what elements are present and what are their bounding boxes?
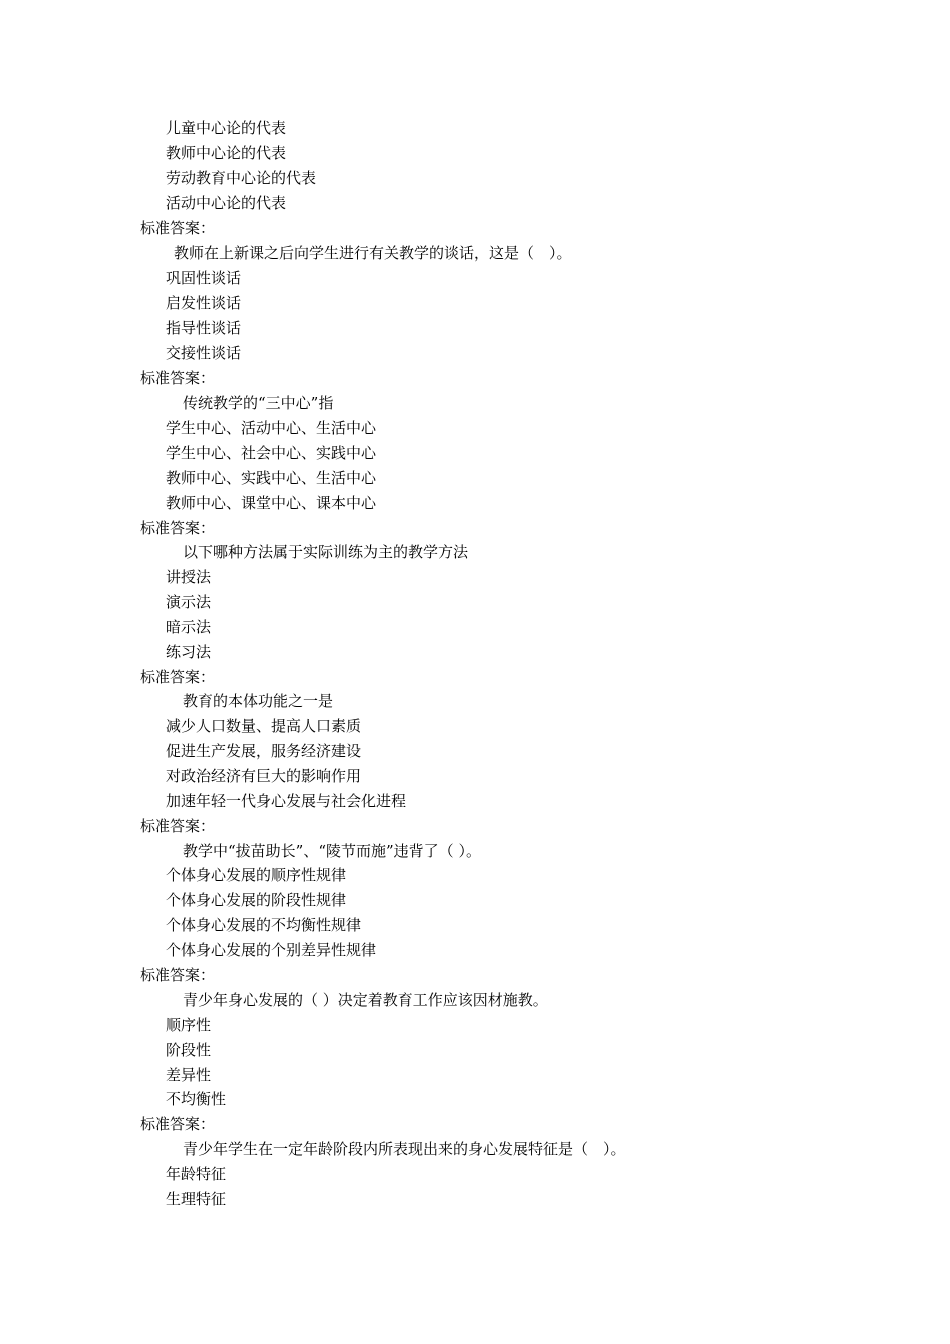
- answer-label: 标准答案：: [140, 668, 216, 686]
- answer-label: 标准答案：: [140, 369, 216, 387]
- option-line: 阶段性: [166, 1041, 212, 1059]
- option-line: 暗示法: [166, 618, 212, 636]
- option-line: 教师中心、课堂中心、课本中心: [166, 494, 377, 512]
- option-line: 对政治经济有巨大的影响作用: [166, 767, 362, 785]
- option-line: 劳动教育中心论的代表: [166, 169, 317, 187]
- question-text: 教学中“拔苗助长”、“陵节而施”违背了（ ）。: [183, 842, 481, 860]
- answer-label: 标准答案：: [140, 519, 216, 537]
- question-text: 教育的本体功能之一是: [183, 692, 334, 710]
- question-text: 传统教学的“三中心”指: [183, 394, 334, 412]
- option-line: 个体身心发展的不均衡性规律: [166, 916, 362, 934]
- option-line: 教师中心论的代表: [166, 144, 287, 162]
- option-line: 学生中心、活动中心、生活中心: [166, 419, 377, 437]
- question-text: 青少年身心发展的（ ）决定着教育工作应该因材施教。: [183, 991, 548, 1009]
- option-line: 启发性谈话: [166, 294, 242, 312]
- question-text: 教师在上新课之后向学生进行有关教学的谈话，这是（ ）。: [174, 244, 572, 262]
- question-text: 以下哪种方法属于实际训练为主的教学方法: [183, 543, 469, 561]
- question-text: 青少年学生在一定年龄阶段内所表现出来的身心发展特征是（ ）。: [183, 1140, 626, 1158]
- answer-label: 标准答案：: [140, 1115, 216, 1133]
- option-line: 练习法: [166, 643, 212, 661]
- option-line: 生理特征: [166, 1190, 227, 1208]
- option-line: 减少人口数量、提高人口素质: [166, 717, 362, 735]
- option-line: 巩固性谈话: [166, 269, 242, 287]
- option-line: 促进生产发展，服务经济建设: [166, 742, 362, 760]
- option-line: 顺序性: [166, 1016, 212, 1034]
- answer-label: 标准答案：: [140, 817, 216, 835]
- option-line: 个体身心发展的个别差异性规律: [166, 941, 377, 959]
- option-line: 差异性: [166, 1066, 212, 1084]
- option-line: 演示法: [166, 593, 212, 611]
- option-line: 个体身心发展的阶段性规律: [166, 891, 347, 909]
- option-line: 加速年轻一代身心发展与社会化进程: [166, 792, 407, 810]
- option-line: 年龄特征: [166, 1165, 227, 1183]
- option-line: 儿童中心论的代表: [166, 119, 287, 137]
- answer-label: 标准答案：: [140, 219, 216, 237]
- option-line: 活动中心论的代表: [166, 194, 287, 212]
- option-line: 教师中心、实践中心、生活中心: [166, 469, 377, 487]
- option-line: 讲授法: [166, 568, 212, 586]
- option-line: 指导性谈话: [166, 319, 242, 337]
- option-line: 不均衡性: [166, 1090, 227, 1108]
- option-line: 个体身心发展的顺序性规律: [166, 866, 347, 884]
- option-line: 学生中心、社会中心、实践中心: [166, 444, 377, 462]
- option-line: 交接性谈话: [166, 344, 242, 362]
- answer-label: 标准答案：: [140, 966, 216, 984]
